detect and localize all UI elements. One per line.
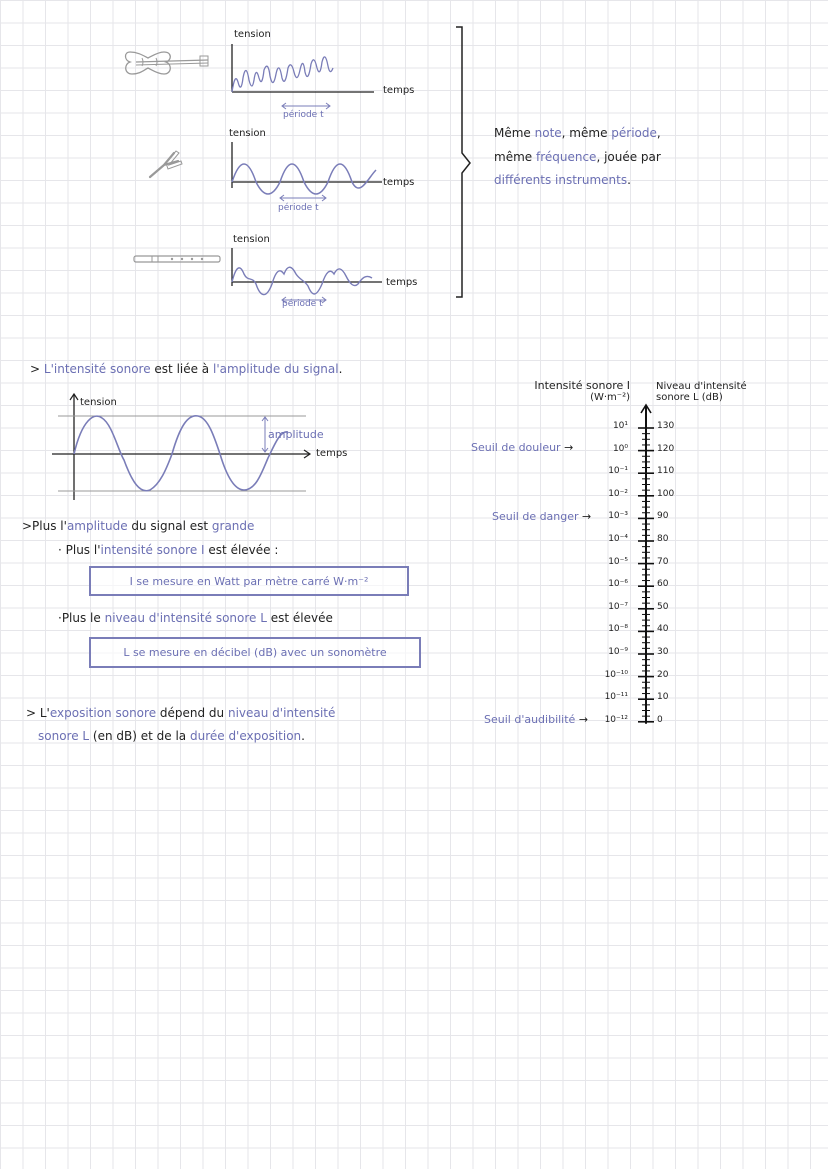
scale-right-title-2: sonore L (dB) <box>656 392 723 403</box>
text: même <box>494 150 536 164</box>
intensity-tick-label: 10⁻² <box>608 488 628 499</box>
conclusion-line-1: Même note, même période, <box>494 126 661 140</box>
exposition-line-1 <box>26 706 335 720</box>
graph2-x-label: temps <box>383 177 415 188</box>
graph1-y-label: tension <box>234 29 271 40</box>
text: Même <box>494 126 535 140</box>
intensite-sonore-phrase: L'intensité sonore <box>43 362 151 376</box>
scale-left-title <box>508 380 630 404</box>
text: est liée à <box>150 362 213 376</box>
intensity-tick-label: 10⁻¹⁰ <box>604 669 628 680</box>
plus-intensite-line <box>58 543 278 557</box>
intensity-tick-label: 10⁻⁴ <box>608 534 628 544</box>
seuil-danger: Seuil de danger → <box>492 510 592 523</box>
scale-left-title-1: Intensité sonore I <box>534 379 630 392</box>
conclusion-line-3 <box>494 173 631 187</box>
text: . <box>627 173 631 187</box>
text: · Plus l' <box>58 543 101 557</box>
amp-graph-y-label: tension <box>80 397 117 408</box>
level-tick-label: 100 <box>657 488 675 499</box>
level-tick-label: 0 <box>657 714 663 725</box>
periode-word: période <box>611 126 657 140</box>
duree-phrase: durée d'exposition <box>189 729 302 743</box>
text: dépend du <box>156 706 228 720</box>
violin-icon <box>122 44 212 84</box>
instruments-phrase: différents instruments <box>494 173 628 187</box>
level-tick-label: 20 <box>657 669 669 680</box>
intensity-tick-label: 10⁻³ <box>608 511 628 522</box>
intensity-heading: > L'intensité sonore est liée à l'amplitude du signal. <box>30 362 343 376</box>
watt-definition-box: I se mesure en Watt par mètre carré W·m⁻² <box>89 566 409 596</box>
intensity-tick-label: 10⁻⁶ <box>608 579 628 590</box>
text: . <box>301 729 305 743</box>
graph1-waveform <box>226 38 426 118</box>
level-tick-label: 50 <box>657 601 669 612</box>
graph3-x-label: temps <box>386 277 418 288</box>
intensity-tick-label: 10⁻¹ <box>608 466 628 477</box>
flute-icon <box>132 252 222 266</box>
level-tick-label: 80 <box>657 534 669 544</box>
seuil-douleur: Seuil de douleur → <box>471 441 574 454</box>
seuil-audibilite: Seuil d'audibilité → <box>484 713 589 726</box>
level-tick-label: 90 <box>657 511 669 522</box>
conclusion-line-2 <box>494 150 661 164</box>
text: est élevée <box>266 611 333 625</box>
scale-right-title-1: Niveau d'intensité <box>656 381 747 392</box>
niveau-intensite-phrase: niveau d'intensité <box>227 706 336 720</box>
intensity-tick-label: 10⁻⁷ <box>608 601 628 612</box>
graph3-period-label: période t <box>282 299 323 309</box>
frequence-word: fréquence <box>535 150 597 164</box>
intensity-tick-label: 10⁻⁹ <box>608 647 628 657</box>
graph1-x-label: temps <box>383 85 415 96</box>
intensity-tick-label: 10⁰ <box>612 443 628 454</box>
graph2-period-label: période t <box>278 203 319 213</box>
intensity-tick-label: 10⁻¹¹ <box>604 692 628 703</box>
text: (en dB) et de la <box>89 729 190 743</box>
intensite-phrase: intensité sonore I <box>100 543 205 557</box>
note-word: note <box>534 126 562 140</box>
graph2-y-label: tension <box>229 128 266 139</box>
tuning-fork-icon <box>146 143 186 183</box>
seuil-douleur-label: Seuil de douleur <box>471 441 561 454</box>
grouping-brace <box>454 25 478 305</box>
exposition-line-2 <box>38 729 305 743</box>
level-tick-label: 30 <box>657 647 669 657</box>
amplitude-word: amplitude <box>66 519 128 533</box>
exposition-phrase: exposition sonore <box>49 706 157 720</box>
intensity-tick-label: 10⁻⁵ <box>608 556 628 567</box>
text: ·Plus le <box>58 611 105 625</box>
graph3-y-label: tension <box>233 234 270 245</box>
plus-niveau-line <box>58 611 333 625</box>
scale-right-title <box>656 381 747 403</box>
text: est élevée : <box>204 543 279 557</box>
intensity-tick-label: 10⁻⁸ <box>608 624 628 635</box>
text: , même <box>561 126 612 140</box>
intensity-tick-label: 10⁻¹² <box>604 714 628 725</box>
text: >Plus l' <box>22 519 67 533</box>
graph1-period-label: période t <box>283 110 324 120</box>
seuil-danger-label: Seuil de danger <box>492 510 579 523</box>
grande-word: grande <box>211 519 255 533</box>
level-tick-label: 70 <box>657 556 669 567</box>
sonore-l-phrase: sonore L <box>38 729 90 743</box>
amplitude-label: amplitude <box>268 428 324 441</box>
level-tick-label: 40 <box>657 624 669 635</box>
text: , jouée par <box>596 150 661 164</box>
amplitude-phrase: l'amplitude du signal <box>212 362 339 376</box>
amplitude-waveform <box>48 390 368 500</box>
seuil-audibilite-label: Seuil d'audibilité <box>484 713 576 726</box>
heading-marker: > <box>30 362 41 376</box>
text: > L' <box>26 706 50 720</box>
decibel-definition-box: L se mesure en décibel (dB) avec un sonomètre <box>89 637 421 668</box>
level-tick-label: 130 <box>657 421 675 431</box>
plus-amplitude-line <box>22 519 254 533</box>
level-tick-label: 10 <box>657 692 669 703</box>
amp-graph-x-label: temps <box>316 448 348 459</box>
level-tick-label: 60 <box>657 579 669 590</box>
intensity-tick-label: 10¹ <box>612 421 628 431</box>
niveau-phrase: niveau d'intensité sonore L <box>104 611 267 625</box>
scale-left-title-2: (W·m⁻²) <box>590 392 630 403</box>
level-tick-label: 110 <box>657 466 675 477</box>
text: du signal est <box>127 519 212 533</box>
level-tick-label: 120 <box>657 443 675 454</box>
